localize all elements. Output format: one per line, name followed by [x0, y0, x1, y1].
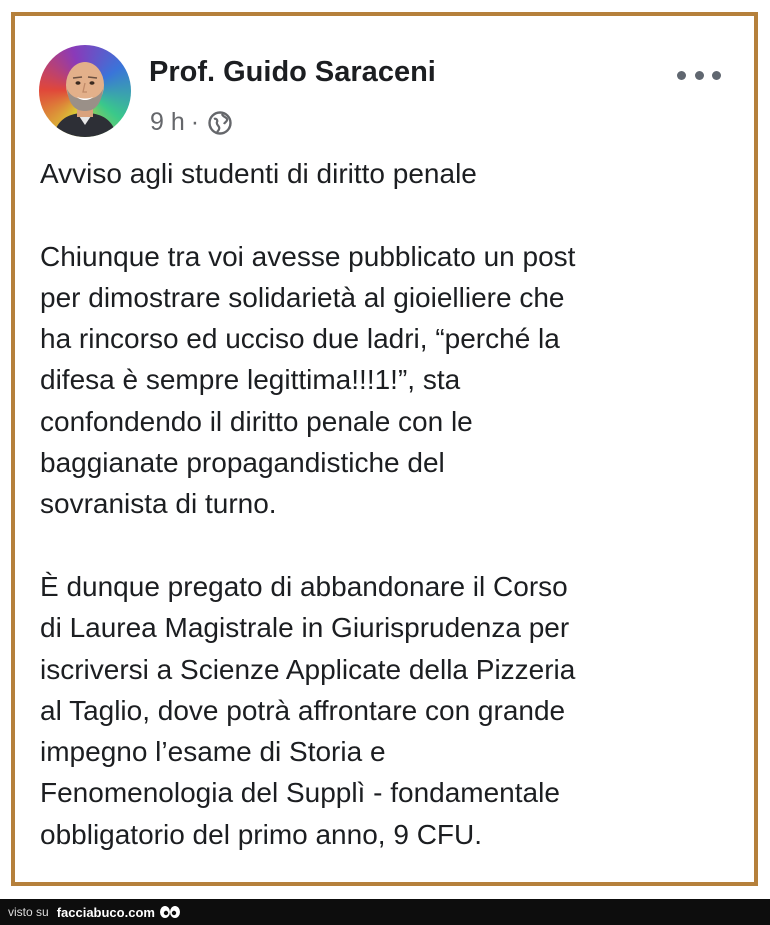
text-line: iscriversi a Scienze Applicate della Pizzeria	[40, 653, 576, 685]
watermark-prefix: visto su	[8, 905, 49, 919]
ellipsis-icon-dot	[677, 71, 686, 80]
text-line: obbligatorio del primo anno, 9 CFU.	[40, 818, 483, 850]
eyes-icon	[159, 904, 181, 920]
avatar[interactable]	[39, 45, 131, 137]
text-line: difesa è sempre legittima!!!1!”, sta	[40, 364, 461, 396]
post-meta	[150, 108, 233, 137]
watermark-bar	[0, 899, 770, 925]
post-body	[40, 153, 740, 855]
meta-separator: ·	[190, 108, 200, 136]
text-line: impegno l’esame di Storia e	[40, 736, 386, 768]
post-paragraph-1	[40, 236, 740, 525]
avatar-portrait	[39, 45, 131, 137]
globe-icon[interactable]	[207, 110, 233, 136]
post-paragraph-2	[40, 566, 740, 855]
text-line: È dunque pregato di abbandonare il Corso	[40, 570, 568, 602]
ellipsis-icon-dot	[712, 71, 721, 80]
post-title: Avviso agli studenti di diritto penale	[40, 158, 477, 189]
text-line: baggianate propagandistiche del	[40, 447, 445, 479]
text-line: confondendo il diritto penale con le	[40, 405, 473, 437]
text-line: al Taglio, dove potrà affrontare con grande	[40, 694, 566, 726]
text-line: per dimostrare solidarietà al gioielliere che	[40, 281, 565, 313]
text-line: sovranista di turno.	[40, 488, 277, 520]
text-line: di Laurea Magistrale in Giurisprudenza per	[40, 612, 570, 644]
watermark-site[interactable]: facciabuco.com	[56, 904, 155, 920]
post-time[interactable]: 9 h	[150, 108, 185, 136]
text-line: ha rincorso ed ucciso due ladri, “perché la	[40, 323, 560, 355]
author-name[interactable]: Prof. Guido Saraceni	[149, 56, 436, 88]
ellipsis-icon-dot	[695, 71, 704, 80]
more-options-button[interactable]	[677, 68, 721, 82]
post-card	[11, 12, 758, 886]
text-line: Chiunque tra voi avesse pubblicato un post	[40, 240, 576, 272]
text-line: Fenomenologia del Supplì - fondamentale	[40, 777, 560, 809]
